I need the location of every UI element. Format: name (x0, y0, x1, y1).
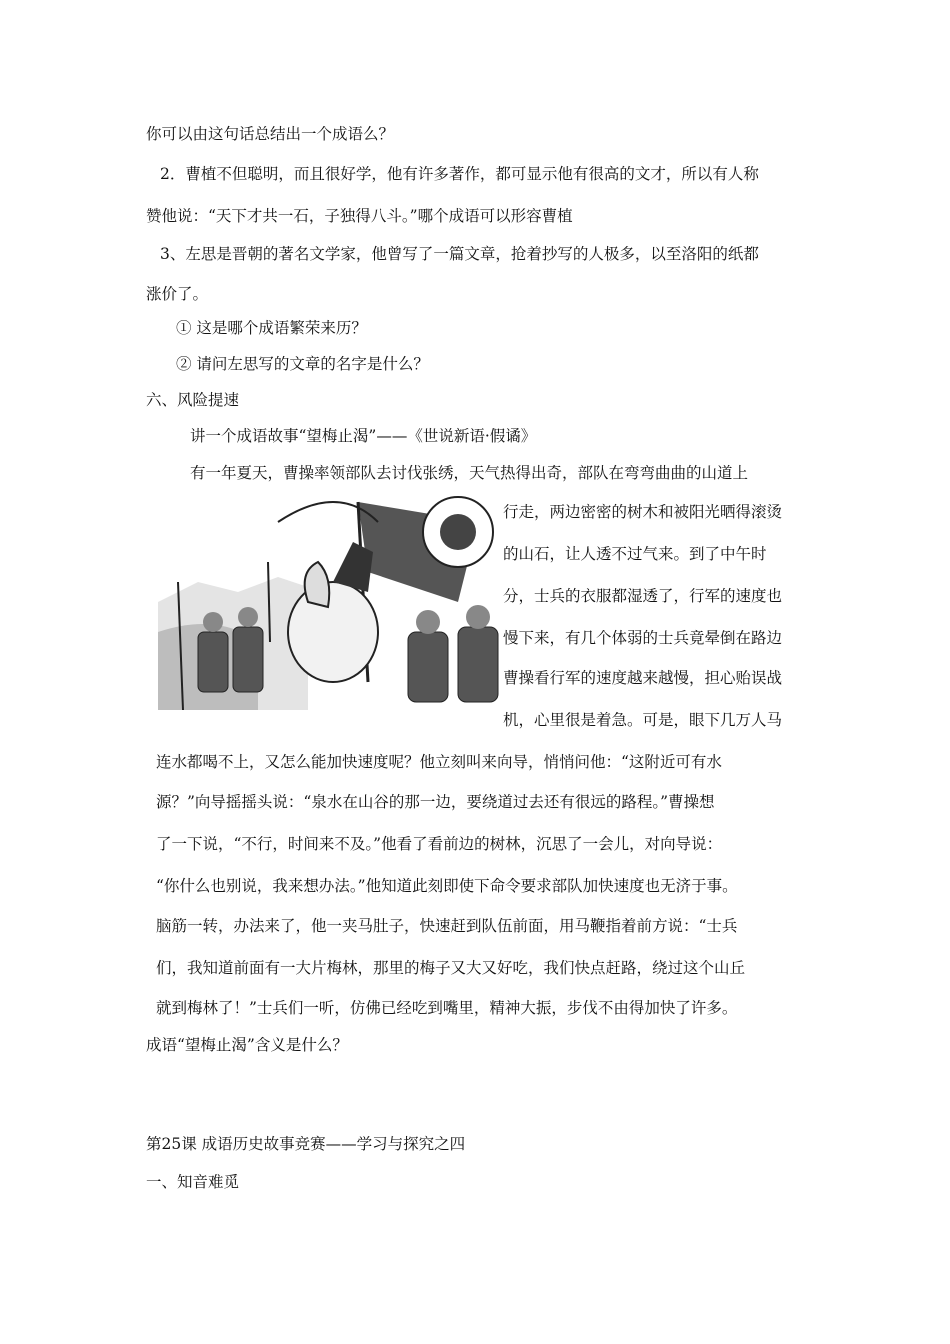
line-3-text: 赞他说：“天下才共一石，子独得八斗。”哪个成语可以形容曹植 (146, 207, 573, 225)
line-12 (503, 544, 767, 564)
line-4: 3、左思是晋朝的著名文学家，他曾写了一篇文章，抢着抄写的人极多，以至洛阳的纸都 (160, 245, 759, 263)
line-9: 讲一个成语故事“望梅止渴”——《世说新语·假谲》 (190, 427, 537, 445)
line-10: 有一年夏天，曹操率领部队去讨伐张绣，天气热得出奇，部队在弯弯曲曲的山道上 (190, 464, 749, 482)
line-2: 2．曹植不但聪明，而且很好学，他有许多著作，都可显示他有很高的文才，所以有人称 (160, 165, 759, 183)
line-1: 你可以由这句话总结出一个成语么？ (146, 125, 395, 143)
line-3 (146, 206, 573, 226)
line-11: 行走，两边密密的树木和被阳光晒得滚烫 (503, 503, 783, 521)
cao-cao-on-horseback-illustration (158, 482, 504, 710)
line-6: ① 这是哪个成语繁荣来历？ (176, 319, 367, 337)
line-21: 脑筋一转，办法来了，他一夹马肚子，快速赶到队伍前面，用马鞭指着前方说：“士兵 (156, 917, 738, 935)
line-18: 源？”向导摇摇头说：“泉水在山谷的那一边，要绕道过去还有很远的路程。”曹操想 (156, 793, 715, 811)
line-12-text: 的山石，让人透不过气来。到了中午时 (503, 545, 767, 563)
line-19: 了一下说，“不行，时间来不及。”他看了看前边的树林，沉思了一会儿，对向导说： (156, 835, 723, 853)
line-7: ② 请问左思写的文章的名字是什么？ (176, 355, 429, 373)
line-16: 机，心里很是着急。可是，眼下几万人马 (503, 711, 783, 729)
lesson-title: 第25课 成语历史故事竞赛——学习与探究之四 (146, 1135, 466, 1153)
line-15: 曹操看行军的速度越来越慢，担心贻误战 (503, 669, 783, 687)
line-24: 成语“望梅止渴”含义是什么？ (146, 1036, 348, 1054)
line-23: 就到梅林了！”士兵们一听，仿佛已经吃到嘴里，精神大振，步伐不由得加快了许多。 (156, 999, 738, 1017)
line-8-section-heading: 六、风险提速 (146, 391, 240, 409)
line-17: 连水都喝不上，又怎么能加快速度呢？他立刻叫来向导，悄悄问他：“这附近可有水 (156, 753, 722, 771)
line-13: 分，士兵的衣服都湿透了，行军的速度也 (503, 587, 783, 605)
line-20: “你什么也别说，我来想办法。”他知道此刻即使下命令要求部队加快速度也无济于事。 (156, 877, 738, 895)
section-heading-zhiyin: 一、知音难觅 (146, 1173, 240, 1191)
line-5: 涨价了。 (146, 285, 209, 303)
line-22: 们，我知道前面有一大片梅林，那里的梅子又大又好吃，我们快点赶路，绕过这个山丘 (156, 959, 746, 977)
line-14: 慢下来，有几个体弱的士兵竟晕倒在路边 (503, 629, 783, 647)
